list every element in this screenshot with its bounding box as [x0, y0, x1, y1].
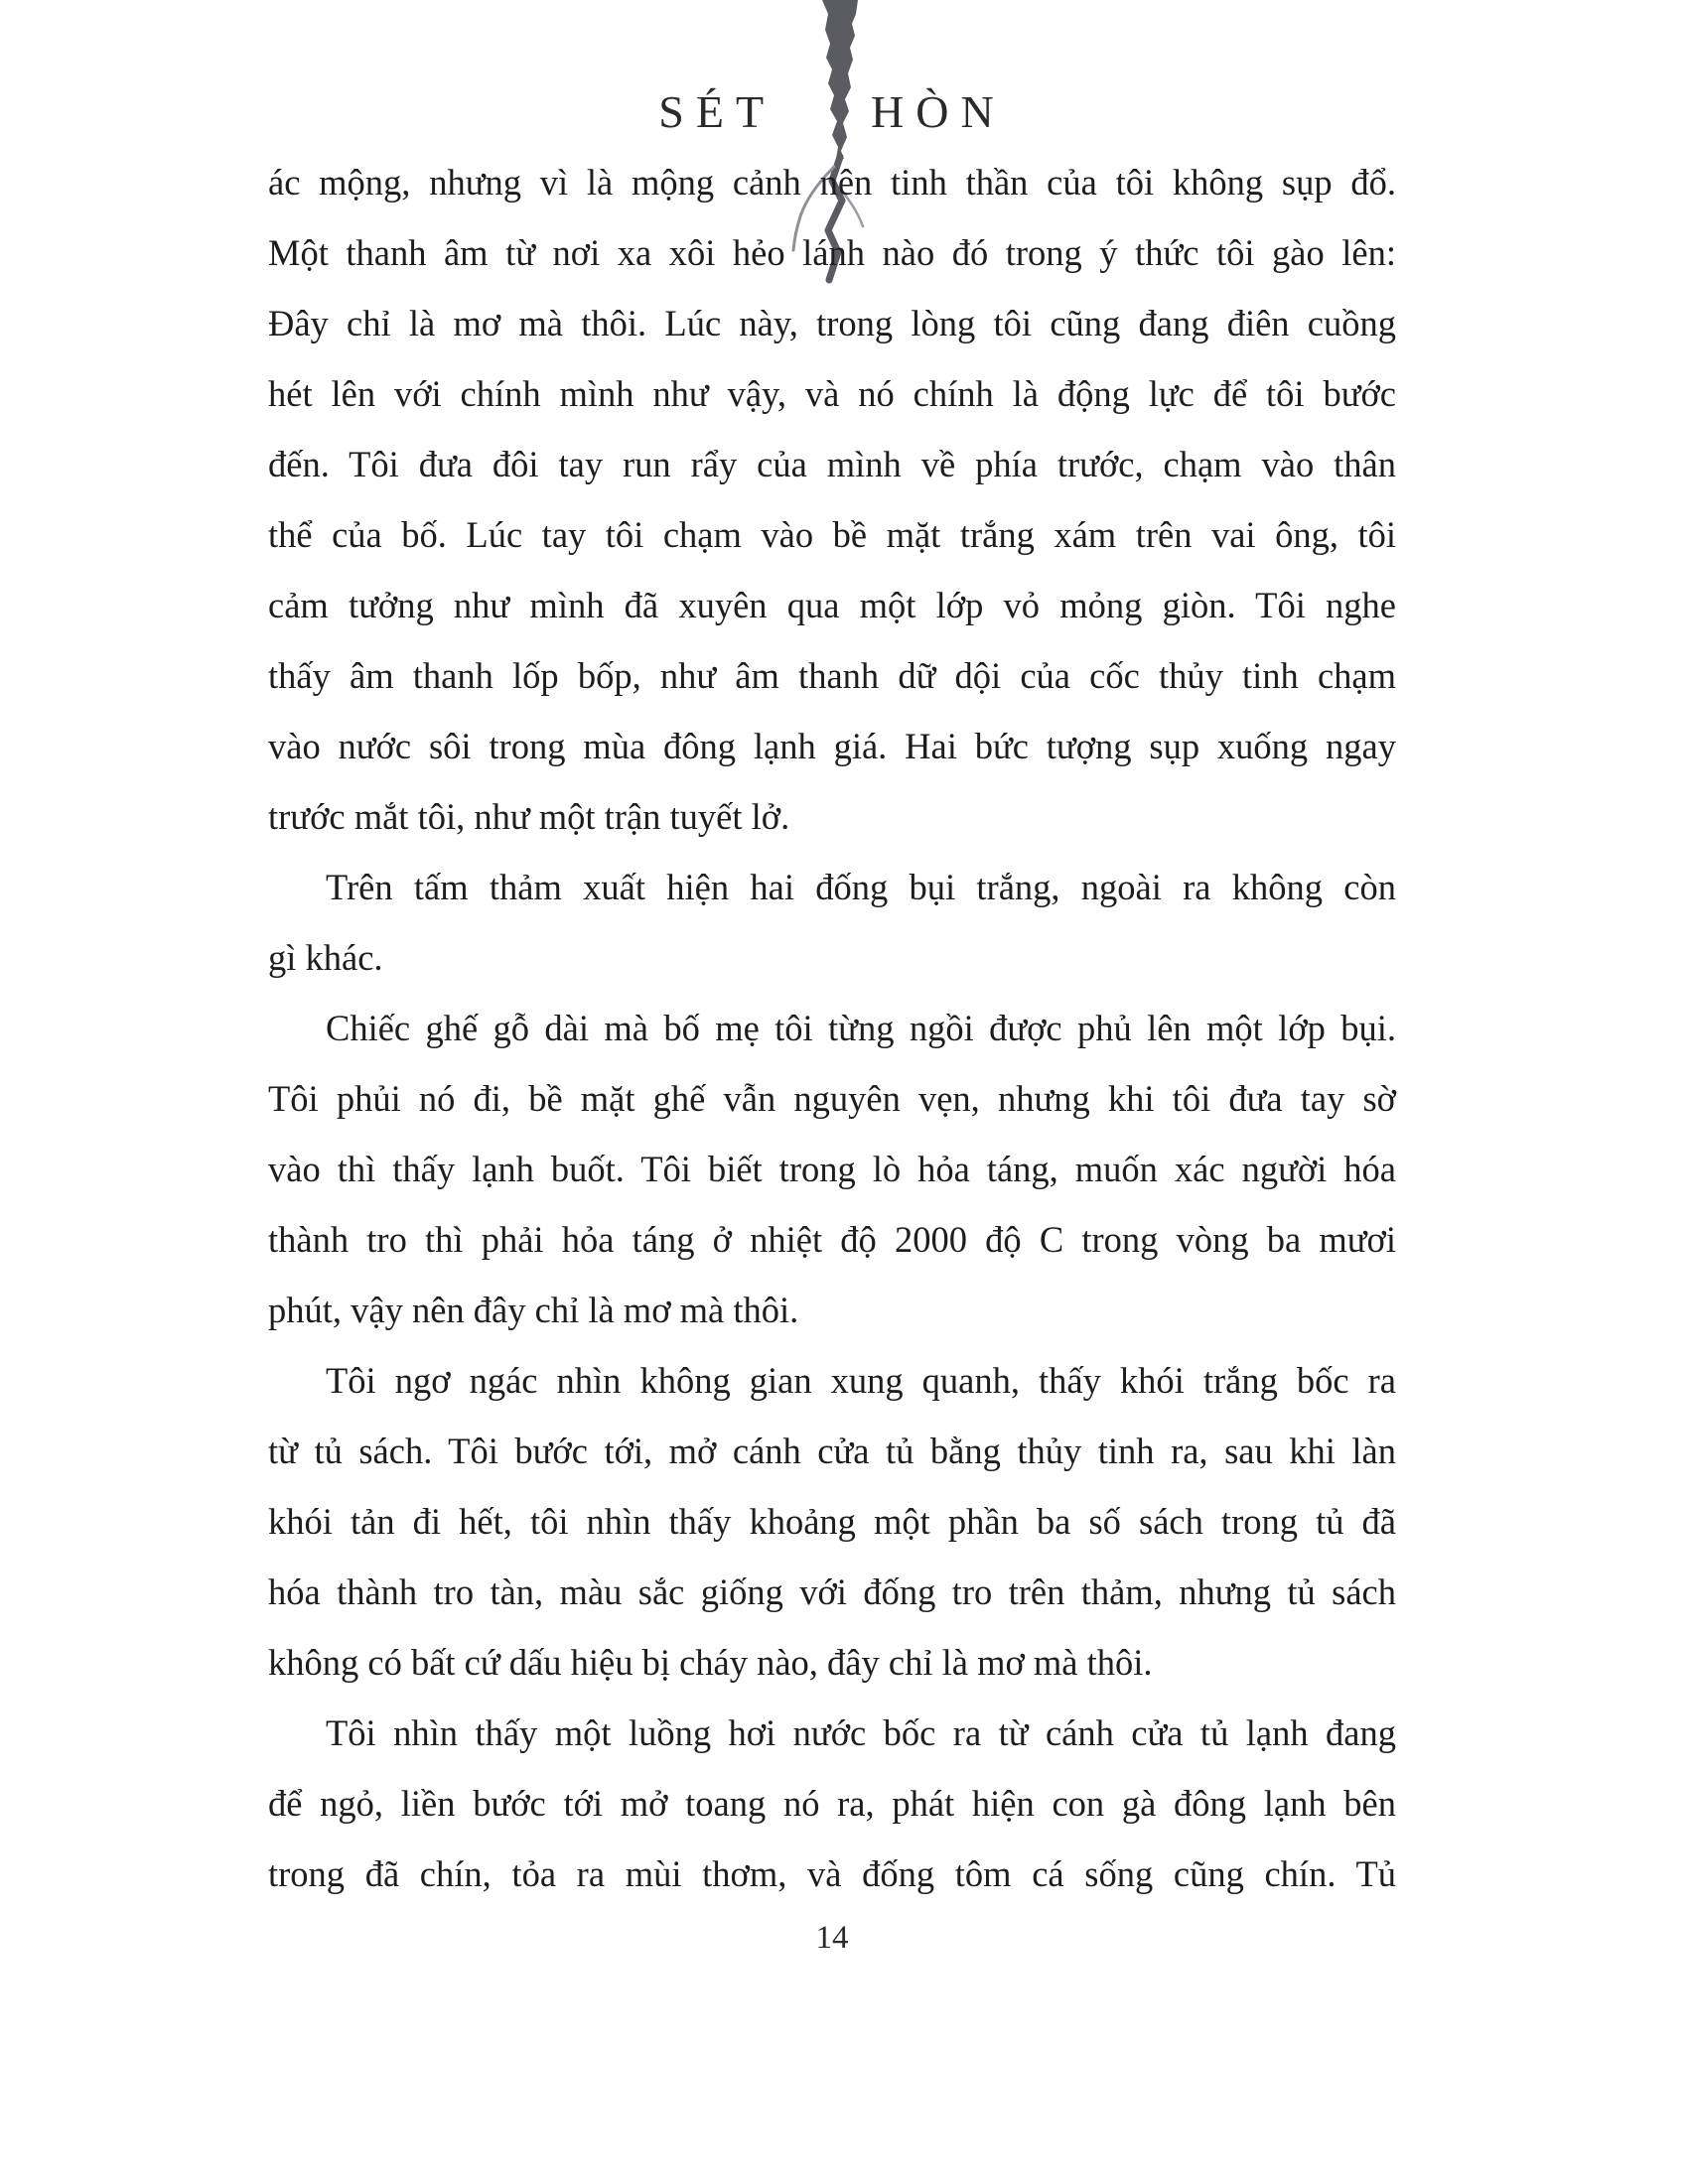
text-line: thấy âm thanh lốp bốp, như âm thanh dữ dội của cốc thủy tinh chạm	[268, 655, 1396, 696]
text-line: để ngỏ, liền bước tới mở toang nó ra, phát hiện con gà đông lạnh bên	[268, 1783, 1396, 1824]
page-number: 14	[815, 1920, 849, 1956]
text-line: từ tủ sách. Tôi bước tới, mở cánh cửa tủ bằng thủy tinh ra, sau khi làn	[268, 1431, 1396, 1471]
text-line: gì khác.	[268, 937, 383, 978]
text-line: trong đã chín, tỏa ra mùi thơm, và đống tôm cá sống cũng chín. Tủ	[268, 1853, 1396, 1894]
text-line: không có bất cứ dấu hiệu bị cháy nào, đây chỉ là mơ mà thôi.	[268, 1642, 1153, 1683]
text-line: cảm tưởng như mình đã xuyên qua một lớp vỏ mỏng giòn. Tôi nghe	[268, 585, 1396, 625]
running-head	[268, 85, 1396, 138]
text-line: hóa thành tro tàn, màu sắc giống với đống tro trên thảm, nhưng tủ sách	[268, 1571, 1396, 1612]
running-head-left: SÉT	[658, 86, 776, 137]
text-line: Tôi ngơ ngác nhìn không gian xung quanh, thấy khói trắng bốc ra	[326, 1360, 1396, 1401]
running-head-right: HÒN	[871, 86, 1006, 137]
text-line: thành tro thì phải hỏa táng ở nhiệt độ 2000 độ C trong vòng ba mươi	[268, 1219, 1396, 1260]
text-line: thể của bố. Lúc tay tôi chạm vào bề mặt trắng xám trên vai ông, tôi	[268, 514, 1396, 555]
text-line: ác mộng, nhưng vì là mộng cảnh nên tinh thần của tôi không sụp đổ.	[268, 162, 1396, 203]
text-line: Một thanh âm từ nơi xa xôi hẻo lánh nào đó trong ý thức tôi gào lên:	[268, 232, 1396, 273]
text-line: Đây chỉ là mơ mà thôi. Lúc này, trong lòng tôi cũng đang điên cuồng	[268, 303, 1396, 343]
text-line: khói tản đi hết, tôi nhìn thấy khoảng một phần ba số sách trong tủ đã	[268, 1501, 1396, 1542]
text-line: Trên tấm thảm xuất hiện hai đống bụi trắng, ngoài ra không còn	[326, 867, 1396, 907]
text-line: vào nước sôi trong mùa đông lạnh giá. Hai bức tượng sụp xuống ngay	[268, 726, 1396, 766]
text-line: phút, vậy nên đây chỉ là mơ mà thôi.	[268, 1290, 799, 1330]
text-line: Chiếc ghế gỗ dài mà bố mẹ tôi từng ngồi được phủ lên một lớp bụi.	[326, 1008, 1396, 1048]
text-line: vào thì thấy lạnh buốt. Tôi biết trong lò hỏa táng, muốn xác người hóa	[268, 1149, 1396, 1189]
text-line: Tôi nhìn thấy một luồng hơi nước bốc ra từ cánh cửa tủ lạnh đang	[326, 1712, 1396, 1753]
text-line: đến. Tôi đưa đôi tay run rẩy của mình về phía trước, chạm vào thân	[268, 444, 1396, 484]
text-line: hét lên với chính mình như vậy, và nó chính là động lực để tôi bước	[268, 373, 1396, 414]
text-line: Tôi phủi nó đi, bề mặt ghế vẫn nguyên vẹn, nhưng khi tôi đưa tay sờ	[268, 1078, 1396, 1119]
body-text	[268, 147, 1396, 1909]
text-line: trước mắt tôi, như một trận tuyết lở.	[268, 796, 790, 837]
